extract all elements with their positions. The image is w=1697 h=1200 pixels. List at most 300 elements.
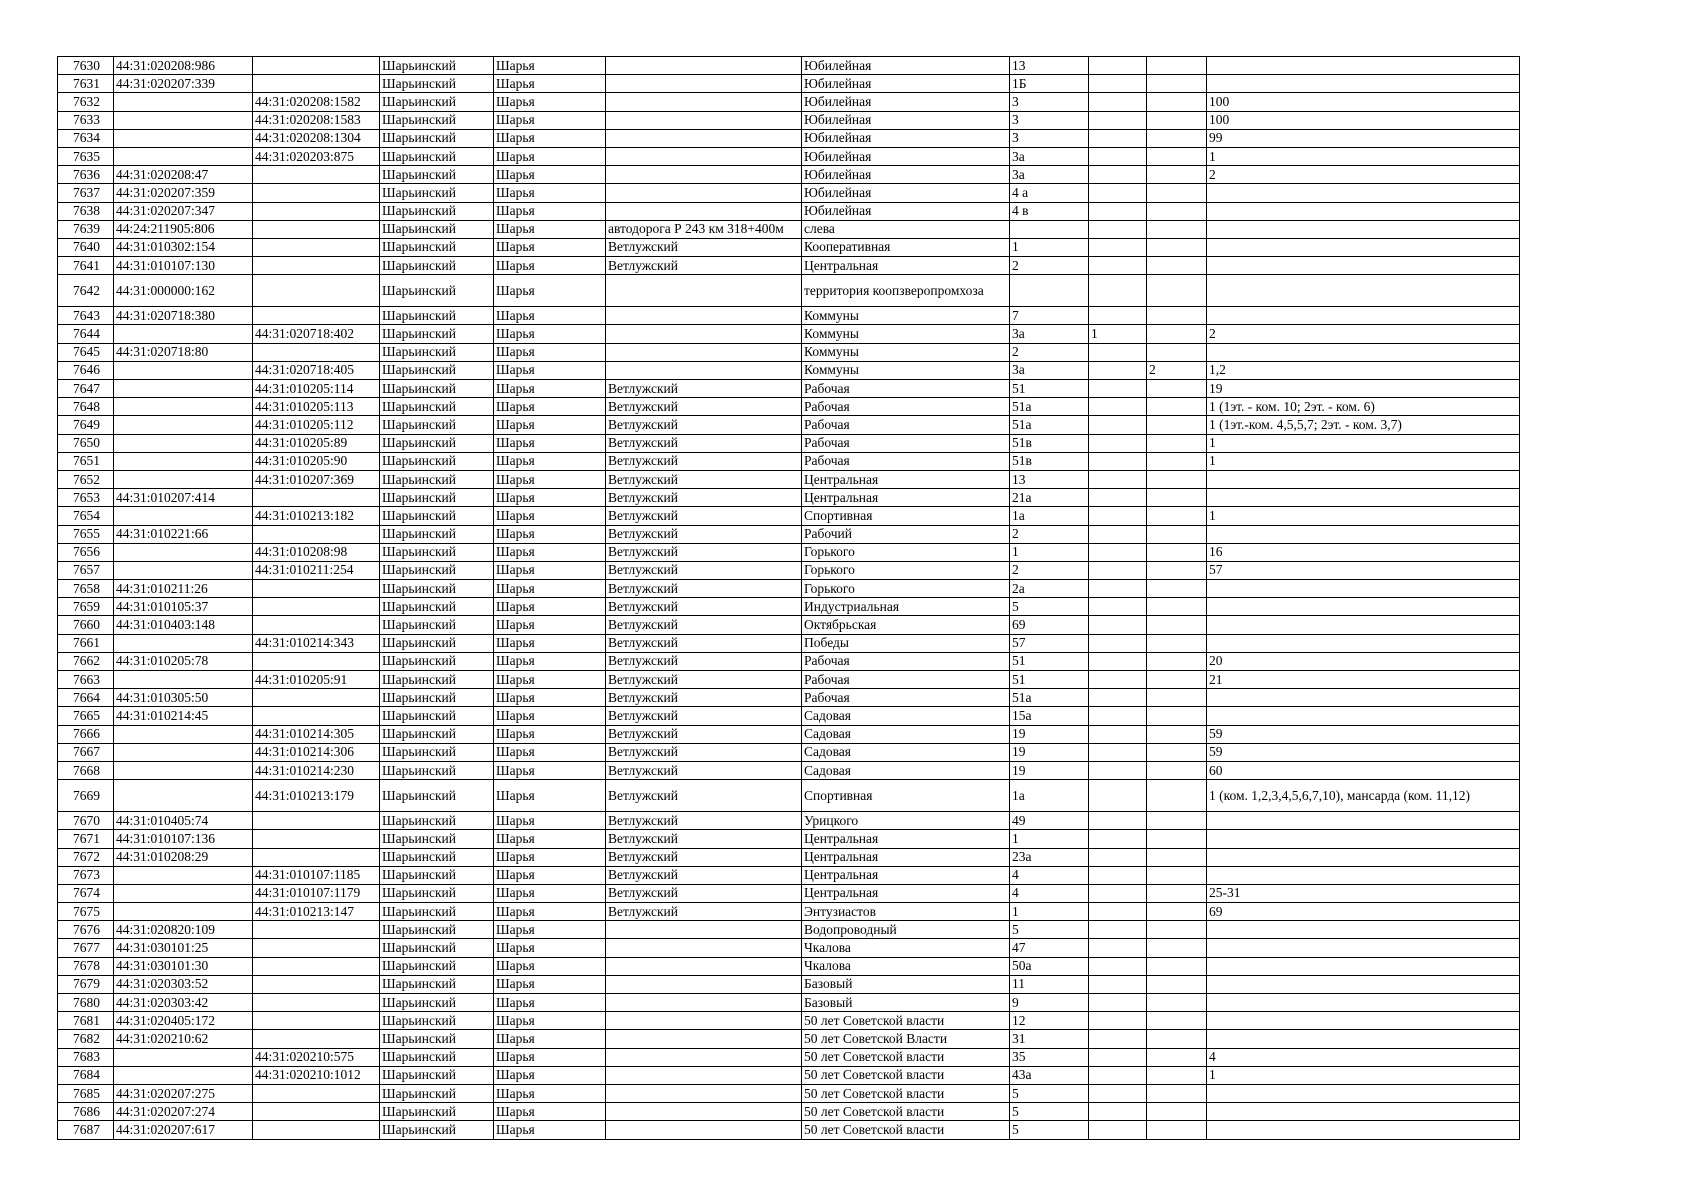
building-cell bbox=[1089, 957, 1147, 975]
cadastral-number-cell bbox=[114, 416, 253, 434]
premise-cadastral-number-cell: 44:31:010205:90 bbox=[253, 452, 380, 470]
cadastral-number-cell: 44:31:020405:172 bbox=[114, 1012, 253, 1030]
locality-cell bbox=[606, 57, 802, 75]
row-number-cell: 7646 bbox=[58, 361, 114, 379]
locality-cell: Ветлужский bbox=[606, 434, 802, 452]
house-cell: 1Б bbox=[1010, 75, 1089, 93]
floor-cell bbox=[1147, 1066, 1207, 1084]
premise-cadastral-number-cell: 44:31:010205:91 bbox=[253, 671, 380, 689]
floor-cell bbox=[1147, 416, 1207, 434]
house-cell: 1 bbox=[1010, 830, 1089, 848]
city-cell: Шарья bbox=[494, 1012, 606, 1030]
premise-cadastral-number-cell: 44:31:010207:369 bbox=[253, 470, 380, 488]
row-number-cell: 7634 bbox=[58, 129, 114, 147]
district-cell: Шарьинский bbox=[380, 761, 494, 779]
apartment-cell: 2 bbox=[1207, 166, 1520, 184]
house-cell: 51 bbox=[1010, 380, 1089, 398]
building-cell bbox=[1089, 903, 1147, 921]
house-cell: 13 bbox=[1010, 470, 1089, 488]
house-cell: 51 bbox=[1010, 652, 1089, 670]
apartment-cell bbox=[1207, 689, 1520, 707]
row-number-cell: 7631 bbox=[58, 75, 114, 93]
house-cell: 4 а bbox=[1010, 184, 1089, 202]
building-cell bbox=[1089, 525, 1147, 543]
premise-cadastral-number-cell bbox=[253, 307, 380, 325]
row-number-cell: 7641 bbox=[58, 257, 114, 275]
apartment-cell bbox=[1207, 921, 1520, 939]
locality-cell bbox=[606, 1048, 802, 1066]
row-number-cell: 7637 bbox=[58, 184, 114, 202]
cadastral-number-cell: 44:31:020303:52 bbox=[114, 975, 253, 993]
house-cell: 51а bbox=[1010, 416, 1089, 434]
street-cell: Садовая bbox=[802, 725, 1010, 743]
locality-cell: Ветлужский bbox=[606, 616, 802, 634]
floor-cell bbox=[1147, 671, 1207, 689]
building-cell bbox=[1089, 743, 1147, 761]
premise-cadastral-number-cell bbox=[253, 1084, 380, 1102]
cadastral-number-cell: 44:31:010105:37 bbox=[114, 598, 253, 616]
locality-cell bbox=[606, 343, 802, 361]
cadastral-number-cell: 44:31:020207:339 bbox=[114, 75, 253, 93]
apartment-cell: 1 bbox=[1207, 1066, 1520, 1084]
table-row bbox=[58, 380, 1520, 398]
house-cell: 3 bbox=[1010, 129, 1089, 147]
cadastral-number-cell bbox=[114, 111, 253, 129]
city-cell: Шарья bbox=[494, 434, 606, 452]
house-cell: 51а bbox=[1010, 689, 1089, 707]
cadastral-number-cell bbox=[114, 452, 253, 470]
building-cell bbox=[1089, 202, 1147, 220]
city-cell: Шарья bbox=[494, 507, 606, 525]
row-number-cell: 7647 bbox=[58, 380, 114, 398]
row-number-cell: 7652 bbox=[58, 470, 114, 488]
house-cell: 4 bbox=[1010, 866, 1089, 884]
house-cell: 49 bbox=[1010, 812, 1089, 830]
city-cell: Шарья bbox=[494, 780, 606, 812]
city-cell: Шарья bbox=[494, 957, 606, 975]
floor-cell bbox=[1147, 725, 1207, 743]
locality-cell bbox=[606, 111, 802, 129]
city-cell: Шарья bbox=[494, 220, 606, 238]
cadastral-number-cell bbox=[114, 325, 253, 343]
city-cell: Шарья bbox=[494, 257, 606, 275]
locality-cell bbox=[606, 957, 802, 975]
street-cell: Рабочая bbox=[802, 452, 1010, 470]
street-cell: Центральная bbox=[802, 866, 1010, 884]
street-cell: Центральная bbox=[802, 257, 1010, 275]
cadastral-number-cell: 44:31:020820:109 bbox=[114, 921, 253, 939]
district-cell: Шарьинский bbox=[380, 507, 494, 525]
row-number-cell: 7674 bbox=[58, 884, 114, 902]
locality-cell: Ветлужский bbox=[606, 398, 802, 416]
table-row bbox=[58, 275, 1520, 307]
district-cell: Шарьинский bbox=[380, 325, 494, 343]
apartment-cell bbox=[1207, 1030, 1520, 1048]
locality-cell: Ветлужский bbox=[606, 452, 802, 470]
table-row bbox=[58, 561, 1520, 579]
premise-cadastral-number-cell bbox=[253, 257, 380, 275]
row-number-cell: 7668 bbox=[58, 761, 114, 779]
street-cell: слева bbox=[802, 220, 1010, 238]
premise-cadastral-number-cell: 44:31:010214:230 bbox=[253, 761, 380, 779]
house-cell: 5 bbox=[1010, 1103, 1089, 1121]
floor-cell bbox=[1147, 1012, 1207, 1030]
cadastral-number-cell: 44:31:020208:47 bbox=[114, 166, 253, 184]
apartment-cell bbox=[1207, 848, 1520, 866]
apartment-cell bbox=[1207, 830, 1520, 848]
locality-cell: Ветлужский bbox=[606, 652, 802, 670]
locality-cell: автодорога Р 243 км 318+400м bbox=[606, 220, 802, 238]
apartment-cell bbox=[1207, 57, 1520, 75]
apartment-cell bbox=[1207, 220, 1520, 238]
building-cell bbox=[1089, 1048, 1147, 1066]
floor-cell bbox=[1147, 634, 1207, 652]
locality-cell bbox=[606, 166, 802, 184]
street-cell: Центральная bbox=[802, 470, 1010, 488]
premise-cadastral-number-cell bbox=[253, 830, 380, 848]
house-cell: 51 bbox=[1010, 671, 1089, 689]
premise-cadastral-number-cell: 44:31:020203:875 bbox=[253, 147, 380, 165]
house-cell: 19 bbox=[1010, 743, 1089, 761]
cadastral-number-cell: 44:31:030101:25 bbox=[114, 939, 253, 957]
building-cell bbox=[1089, 652, 1147, 670]
cadastral-number-cell: 44:31:010207:414 bbox=[114, 489, 253, 507]
cadastral-number-cell bbox=[114, 470, 253, 488]
table-row bbox=[58, 830, 1520, 848]
floor-cell bbox=[1147, 1121, 1207, 1139]
building-cell bbox=[1089, 1012, 1147, 1030]
house-cell: 69 bbox=[1010, 616, 1089, 634]
premise-cadastral-number-cell bbox=[253, 921, 380, 939]
building-cell bbox=[1089, 434, 1147, 452]
apartment-cell: 1 (1эт. - ком. 10; 2эт. - ком. 6) bbox=[1207, 398, 1520, 416]
building-cell bbox=[1089, 1030, 1147, 1048]
floor-cell bbox=[1147, 343, 1207, 361]
building-cell bbox=[1089, 671, 1147, 689]
apartment-cell bbox=[1207, 707, 1520, 725]
city-cell: Шарья bbox=[494, 903, 606, 921]
apartment-cell: 1 (ком. 1,2,3,4,5,6,7,10), мансарда (ком. 11,12) bbox=[1207, 780, 1520, 812]
floor-cell bbox=[1147, 830, 1207, 848]
cadastral-number-cell: 44:31:010403:148 bbox=[114, 616, 253, 634]
apartment-cell bbox=[1207, 307, 1520, 325]
premise-cadastral-number-cell bbox=[253, 707, 380, 725]
apartment-cell: 16 bbox=[1207, 543, 1520, 561]
row-number-cell: 7653 bbox=[58, 489, 114, 507]
city-cell: Шарья bbox=[494, 830, 606, 848]
building-cell bbox=[1089, 616, 1147, 634]
street-cell: Рабочая bbox=[802, 652, 1010, 670]
house-cell: 2 bbox=[1010, 525, 1089, 543]
house-cell: 13 bbox=[1010, 57, 1089, 75]
apartment-cell bbox=[1207, 343, 1520, 361]
cadastral-number-cell bbox=[114, 1048, 253, 1066]
row-number-cell: 7636 bbox=[58, 166, 114, 184]
premise-cadastral-number-cell: 44:31:010205:89 bbox=[253, 434, 380, 452]
premise-cadastral-number-cell: 44:31:010208:98 bbox=[253, 543, 380, 561]
city-cell: Шарья bbox=[494, 884, 606, 902]
premise-cadastral-number-cell: 44:31:020208:1582 bbox=[253, 93, 380, 111]
premise-cadastral-number-cell: 44:31:010214:306 bbox=[253, 743, 380, 761]
locality-cell: Ветлужский bbox=[606, 761, 802, 779]
floor-cell bbox=[1147, 325, 1207, 343]
apartment-cell: 1 bbox=[1207, 147, 1520, 165]
locality-cell: Ветлужский bbox=[606, 416, 802, 434]
city-cell: Шарья bbox=[494, 616, 606, 634]
building-cell bbox=[1089, 921, 1147, 939]
locality-cell: Ветлужский bbox=[606, 884, 802, 902]
district-cell: Шарьинский bbox=[380, 238, 494, 256]
row-number-cell: 7681 bbox=[58, 1012, 114, 1030]
premise-cadastral-number-cell bbox=[253, 238, 380, 256]
apartment-cell bbox=[1207, 257, 1520, 275]
building-cell bbox=[1089, 507, 1147, 525]
house-cell: 2 bbox=[1010, 561, 1089, 579]
row-number-cell: 7667 bbox=[58, 743, 114, 761]
building-cell bbox=[1089, 848, 1147, 866]
apartment-cell bbox=[1207, 238, 1520, 256]
table-row bbox=[58, 1066, 1520, 1084]
floor-cell bbox=[1147, 761, 1207, 779]
street-cell: Горького bbox=[802, 561, 1010, 579]
floor-cell bbox=[1147, 689, 1207, 707]
district-cell: Шарьинский bbox=[380, 652, 494, 670]
house-cell: 9 bbox=[1010, 994, 1089, 1012]
apartment-cell: 69 bbox=[1207, 903, 1520, 921]
house-cell: 5 bbox=[1010, 921, 1089, 939]
locality-cell bbox=[606, 1030, 802, 1048]
cadastral-number-cell: 44:31:030101:30 bbox=[114, 957, 253, 975]
street-cell: Индустриальная bbox=[802, 598, 1010, 616]
premise-cadastral-number-cell bbox=[253, 275, 380, 307]
city-cell: Шарья bbox=[494, 380, 606, 398]
row-number-cell: 7642 bbox=[58, 275, 114, 307]
locality-cell bbox=[606, 361, 802, 379]
premise-cadastral-number-cell bbox=[253, 652, 380, 670]
street-cell: Рабочая bbox=[802, 671, 1010, 689]
city-cell: Шарья bbox=[494, 866, 606, 884]
locality-cell: Ветлужский bbox=[606, 257, 802, 275]
table-row bbox=[58, 398, 1520, 416]
street-cell: Рабочий bbox=[802, 525, 1010, 543]
row-number-cell: 7675 bbox=[58, 903, 114, 921]
street-cell: Юбилейная bbox=[802, 166, 1010, 184]
table-row bbox=[58, 452, 1520, 470]
floor-cell bbox=[1147, 994, 1207, 1012]
city-cell: Шарья bbox=[494, 994, 606, 1012]
table-row bbox=[58, 580, 1520, 598]
row-number-cell: 7670 bbox=[58, 812, 114, 830]
floor-cell bbox=[1147, 257, 1207, 275]
row-number-cell: 7671 bbox=[58, 830, 114, 848]
floor-cell bbox=[1147, 398, 1207, 416]
house-cell: 21а bbox=[1010, 489, 1089, 507]
house-cell: 4 bbox=[1010, 884, 1089, 902]
premise-cadastral-number-cell bbox=[253, 975, 380, 993]
city-cell: Шарья bbox=[494, 671, 606, 689]
apartment-cell bbox=[1207, 470, 1520, 488]
street-cell: Водопроводный bbox=[802, 921, 1010, 939]
table-row bbox=[58, 994, 1520, 1012]
locality-cell bbox=[606, 1066, 802, 1084]
cadastral-number-cell: 44:31:000000:162 bbox=[114, 275, 253, 307]
locality-cell bbox=[606, 1121, 802, 1139]
district-cell: Шарьинский bbox=[380, 957, 494, 975]
building-cell bbox=[1089, 307, 1147, 325]
apartment-cell bbox=[1207, 866, 1520, 884]
street-cell: Октябрьская bbox=[802, 616, 1010, 634]
row-number-cell: 7655 bbox=[58, 525, 114, 543]
locality-cell bbox=[606, 75, 802, 93]
locality-cell bbox=[606, 129, 802, 147]
cadastral-number-cell: 44:31:010305:50 bbox=[114, 689, 253, 707]
premise-cadastral-number-cell bbox=[253, 166, 380, 184]
locality-cell bbox=[606, 147, 802, 165]
street-cell: Коммуны bbox=[802, 325, 1010, 343]
street-cell: Юбилейная bbox=[802, 147, 1010, 165]
city-cell: Шарья bbox=[494, 184, 606, 202]
table-row bbox=[58, 921, 1520, 939]
cadastral-number-cell bbox=[114, 884, 253, 902]
premise-cadastral-number-cell bbox=[253, 1012, 380, 1030]
apartment-cell bbox=[1207, 812, 1520, 830]
locality-cell bbox=[606, 184, 802, 202]
district-cell: Шарьинский bbox=[380, 93, 494, 111]
premise-cadastral-number-cell bbox=[253, 848, 380, 866]
district-cell: Шарьинский bbox=[380, 166, 494, 184]
district-cell: Шарьинский bbox=[380, 361, 494, 379]
table-row bbox=[58, 957, 1520, 975]
street-cell: Рабочая bbox=[802, 434, 1010, 452]
row-number-cell: 7678 bbox=[58, 957, 114, 975]
house-cell: 5 bbox=[1010, 1084, 1089, 1102]
cadastral-number-cell: 44:31:010214:45 bbox=[114, 707, 253, 725]
district-cell: Шарьинский bbox=[380, 525, 494, 543]
city-cell: Шарья bbox=[494, 598, 606, 616]
table-row bbox=[58, 184, 1520, 202]
street-cell: Юбилейная bbox=[802, 202, 1010, 220]
row-number-cell: 7676 bbox=[58, 921, 114, 939]
apartment-cell bbox=[1207, 634, 1520, 652]
building-cell bbox=[1089, 361, 1147, 379]
table-row bbox=[58, 1030, 1520, 1048]
house-cell: 2 bbox=[1010, 257, 1089, 275]
locality-cell bbox=[606, 202, 802, 220]
house-cell: 43а bbox=[1010, 1066, 1089, 1084]
house-cell: 31 bbox=[1010, 1030, 1089, 1048]
floor-cell bbox=[1147, 598, 1207, 616]
locality-cell bbox=[606, 275, 802, 307]
house-cell: 1а bbox=[1010, 507, 1089, 525]
house-cell: 51в bbox=[1010, 452, 1089, 470]
building-cell bbox=[1089, 220, 1147, 238]
street-cell: Рабочая bbox=[802, 398, 1010, 416]
street-cell: Спортивная bbox=[802, 507, 1010, 525]
city-cell: Шарья bbox=[494, 725, 606, 743]
table-row bbox=[58, 634, 1520, 652]
premise-cadastral-number-cell: 44:31:020718:405 bbox=[253, 361, 380, 379]
row-number-cell: 7677 bbox=[58, 939, 114, 957]
locality-cell bbox=[606, 994, 802, 1012]
floor-cell bbox=[1147, 812, 1207, 830]
premise-cadastral-number-cell bbox=[253, 343, 380, 361]
house-cell: 15а bbox=[1010, 707, 1089, 725]
house-cell: 23а bbox=[1010, 848, 1089, 866]
locality-cell: Ветлужский bbox=[606, 780, 802, 812]
row-number-cell: 7684 bbox=[58, 1066, 114, 1084]
premise-cadastral-number-cell: 44:31:010213:179 bbox=[253, 780, 380, 812]
row-number-cell: 7630 bbox=[58, 57, 114, 75]
table-row bbox=[58, 343, 1520, 361]
district-cell: Шарьинский bbox=[380, 452, 494, 470]
district-cell: Шарьинский bbox=[380, 416, 494, 434]
locality-cell bbox=[606, 307, 802, 325]
apartment-cell: 100 bbox=[1207, 93, 1520, 111]
floor-cell bbox=[1147, 884, 1207, 902]
locality-cell bbox=[606, 1012, 802, 1030]
table-row bbox=[58, 507, 1520, 525]
street-cell: территория коопзверопромхоза bbox=[802, 275, 1010, 307]
street-cell: Садовая bbox=[802, 743, 1010, 761]
house-cell: 1 bbox=[1010, 238, 1089, 256]
apartment-cell bbox=[1207, 1012, 1520, 1030]
house-cell: 3а bbox=[1010, 361, 1089, 379]
district-cell: Шарьинский bbox=[380, 598, 494, 616]
district-cell: Шарьинский bbox=[380, 398, 494, 416]
street-cell: Юбилейная bbox=[802, 75, 1010, 93]
house-cell bbox=[1010, 220, 1089, 238]
street-cell: Центральная bbox=[802, 489, 1010, 507]
apartment-cell: 1 (1эт.-ком. 4,5,5,7; 2эт. - ком. 3,7) bbox=[1207, 416, 1520, 434]
premise-cadastral-number-cell: 44:31:020210:575 bbox=[253, 1048, 380, 1066]
building-cell bbox=[1089, 866, 1147, 884]
city-cell: Шарья bbox=[494, 202, 606, 220]
building-cell bbox=[1089, 275, 1147, 307]
district-cell: Шарьинский bbox=[380, 543, 494, 561]
house-cell: 35 bbox=[1010, 1048, 1089, 1066]
house-cell: 1 bbox=[1010, 543, 1089, 561]
floor-cell bbox=[1147, 220, 1207, 238]
row-number-cell: 7656 bbox=[58, 543, 114, 561]
street-cell: Горького bbox=[802, 580, 1010, 598]
floor-cell bbox=[1147, 939, 1207, 957]
premise-cadastral-number-cell bbox=[253, 994, 380, 1012]
building-cell: 1 bbox=[1089, 325, 1147, 343]
floor-cell bbox=[1147, 111, 1207, 129]
floor-cell bbox=[1147, 561, 1207, 579]
locality-cell bbox=[606, 939, 802, 957]
table-row bbox=[58, 975, 1520, 993]
city-cell: Шарья bbox=[494, 689, 606, 707]
premise-cadastral-number-cell: 44:31:010213:147 bbox=[253, 903, 380, 921]
table-row bbox=[58, 671, 1520, 689]
table-row bbox=[58, 489, 1520, 507]
table-row bbox=[58, 361, 1520, 379]
apartment-cell bbox=[1207, 75, 1520, 93]
district-cell: Шарьинский bbox=[380, 634, 494, 652]
district-cell: Шарьинский bbox=[380, 903, 494, 921]
city-cell: Шарья bbox=[494, 561, 606, 579]
district-cell: Шарьинский bbox=[380, 275, 494, 307]
table-row bbox=[58, 1048, 1520, 1066]
cadastral-number-cell bbox=[114, 543, 253, 561]
locality-cell: Ветлужский bbox=[606, 507, 802, 525]
floor-cell bbox=[1147, 903, 1207, 921]
premise-cadastral-number-cell: 44:31:020208:1583 bbox=[253, 111, 380, 129]
street-cell: Чкалова bbox=[802, 939, 1010, 957]
street-cell: Базовый bbox=[802, 994, 1010, 1012]
building-cell bbox=[1089, 1121, 1147, 1139]
